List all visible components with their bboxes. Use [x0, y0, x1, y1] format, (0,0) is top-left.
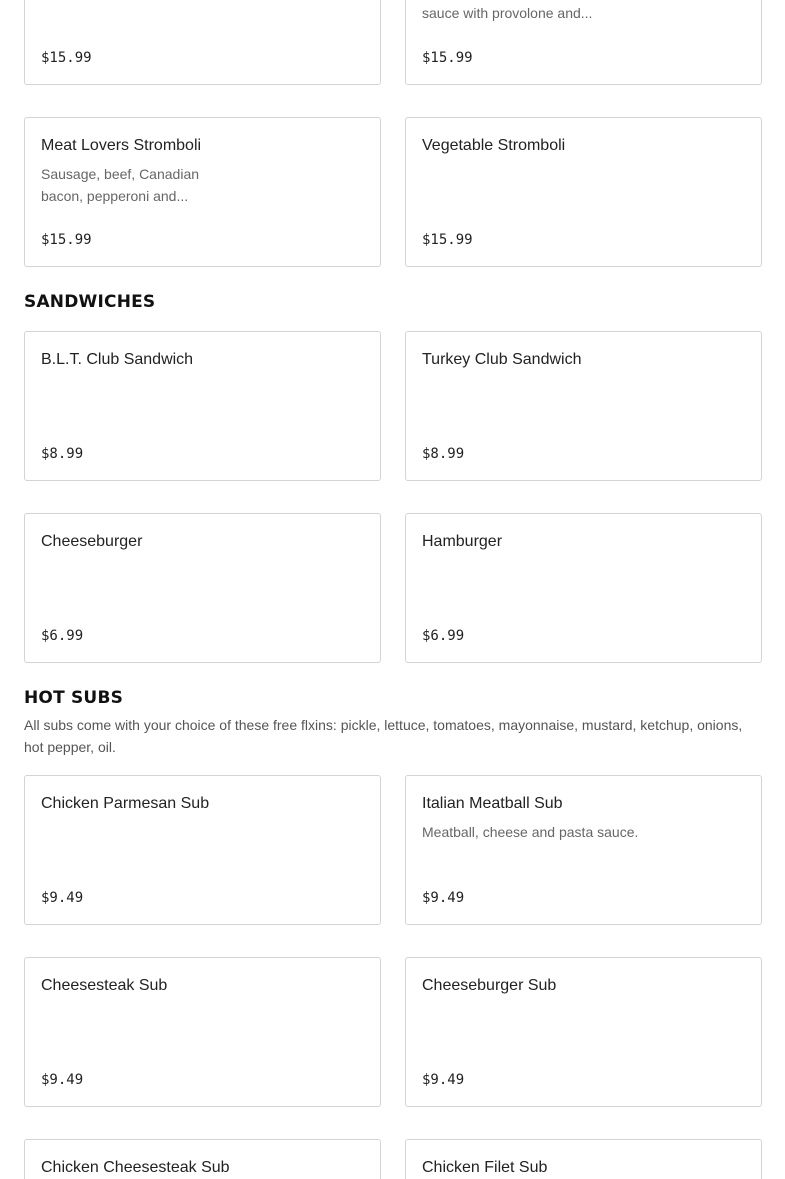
menu-item-card[interactable]: [24, 775, 381, 925]
item-name: Chicken Cheesesteak Sub: [41, 1159, 230, 1176]
menu-item-card[interactable]: [405, 775, 762, 925]
item-description: sauce with provolone and...: [422, 5, 593, 21]
section-title-hot-subs: HOT SUBS: [24, 688, 124, 708]
item-name: B.L.T. Club Sandwich: [41, 351, 194, 368]
section-title-sandwiches: SANDWICHES: [24, 292, 156, 312]
menu-item-card[interactable]: [24, 1139, 381, 1179]
item-description: Sausage, beef, Canadian bacon, pepperoni and...: [41, 166, 200, 204]
menu-item-card[interactable]: [24, 957, 381, 1107]
item-price: $9.49: [41, 1072, 84, 1088]
menu-item-card[interactable]: [405, 117, 762, 267]
item-name: Turkey Club Sandwich: [422, 351, 582, 368]
item-price: $8.99: [422, 446, 465, 462]
item-price: $15.99: [41, 50, 92, 66]
item-name: Chicken Filet Sub: [422, 1159, 548, 1176]
item-name: Italian Meatball Sub: [422, 795, 563, 812]
item-name: Cheeseburger Sub: [422, 977, 557, 994]
item-name: Hamburger: [422, 533, 503, 550]
item-price: $9.49: [422, 1072, 465, 1088]
item-price: $9.49: [422, 890, 465, 906]
section-note: All subs come with your choice of these free flxins: pickle, lettuce, tomatoes, mayonnaise, mustard, ketchup, onions, hot pepper, oil.: [24, 717, 743, 755]
item-price: $9.49: [41, 890, 84, 906]
item-description: Meatball, cheese and pasta sauce.: [422, 824, 639, 840]
item-price: $15.99: [41, 232, 92, 248]
item-price: $6.99: [41, 628, 84, 644]
item-price: $6.99: [422, 628, 465, 644]
item-name: Chicken Parmesan Sub: [41, 795, 210, 812]
item-price: $15.99: [422, 232, 473, 248]
menu-item-card[interactable]: [405, 331, 762, 481]
item-price: $15.99: [422, 50, 473, 66]
item-name: Vegetable Stromboli: [422, 137, 566, 154]
menu-item-card[interactable]: [24, 117, 381, 267]
item-name: Cheeseburger: [41, 533, 143, 550]
menu-item-card[interactable]: [24, 331, 381, 481]
item-price: $8.99: [41, 446, 84, 462]
menu-item-card[interactable]: [405, 513, 762, 663]
menu-item-card[interactable]: [405, 0, 762, 85]
menu-item-card[interactable]: [24, 0, 381, 85]
menu-item-card[interactable]: [24, 513, 381, 663]
item-name: Meat Lovers Stromboli: [41, 137, 202, 154]
item-name: Cheesesteak Sub: [41, 977, 168, 994]
menu-item-card[interactable]: [405, 1139, 762, 1179]
menu-item-card[interactable]: [405, 957, 762, 1107]
